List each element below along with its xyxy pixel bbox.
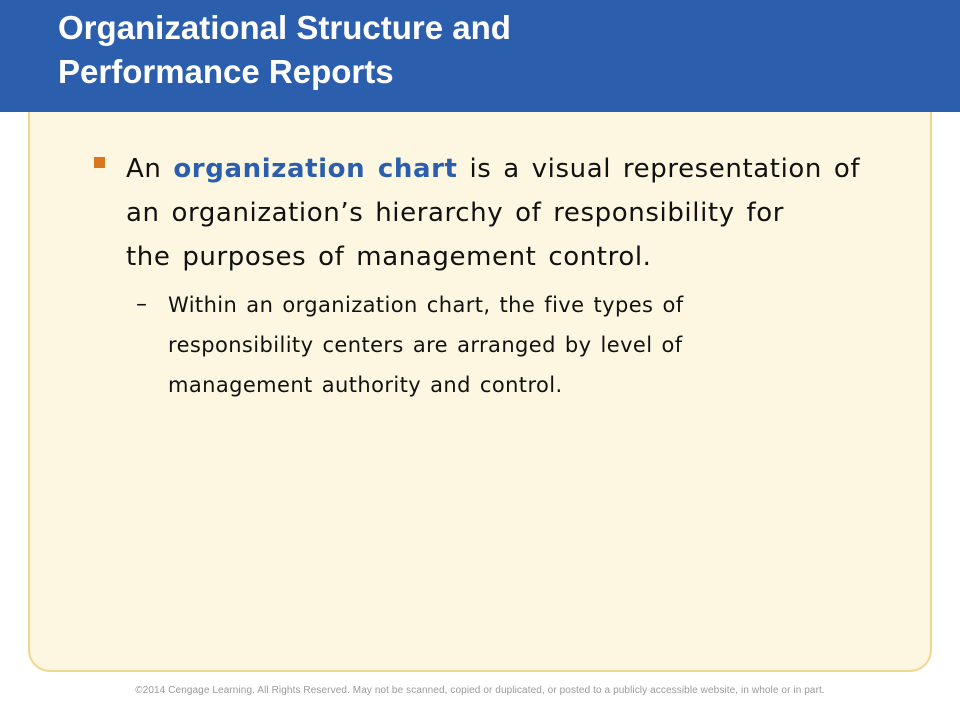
copyright-footer: ©2014 Cengage Learning. All Rights Reserved. May not be scanned, copied or duplicated, or posted to a publicly accessible website, in whole or in part.: [135, 685, 825, 696]
title-bar: [0, 0, 960, 112]
bullet-text-rest: is a visual representation of: [457, 154, 861, 184]
slide-title-line-2: Performance Reports: [58, 53, 394, 90]
bullet-line-1: [126, 147, 912, 191]
bullet-line-3: the purposes of management control.: [126, 242, 652, 272]
bullet-text-lead: An: [126, 154, 174, 184]
sub-bullet-line-1: Within an organization chart, the five types of: [168, 293, 684, 317]
highlighted-term: organization chart: [173, 154, 458, 184]
dash-bullet-icon: –: [136, 292, 148, 317]
slide-title-line-1: Organizational Structure and: [58, 9, 511, 46]
bullet-line-2: an organization’s hierarchy of responsibility for: [126, 198, 785, 228]
sub-bullet-line-2: responsibility centers are arranged by level of: [168, 333, 683, 357]
square-bullet-icon: [94, 157, 105, 168]
bullet-item: [92, 147, 912, 279]
slide-title: [58, 6, 878, 94]
bullet-list: [92, 147, 912, 405]
sub-bullet-line-3: management authority and control.: [168, 373, 563, 397]
sub-bullet-item: [92, 285, 912, 405]
